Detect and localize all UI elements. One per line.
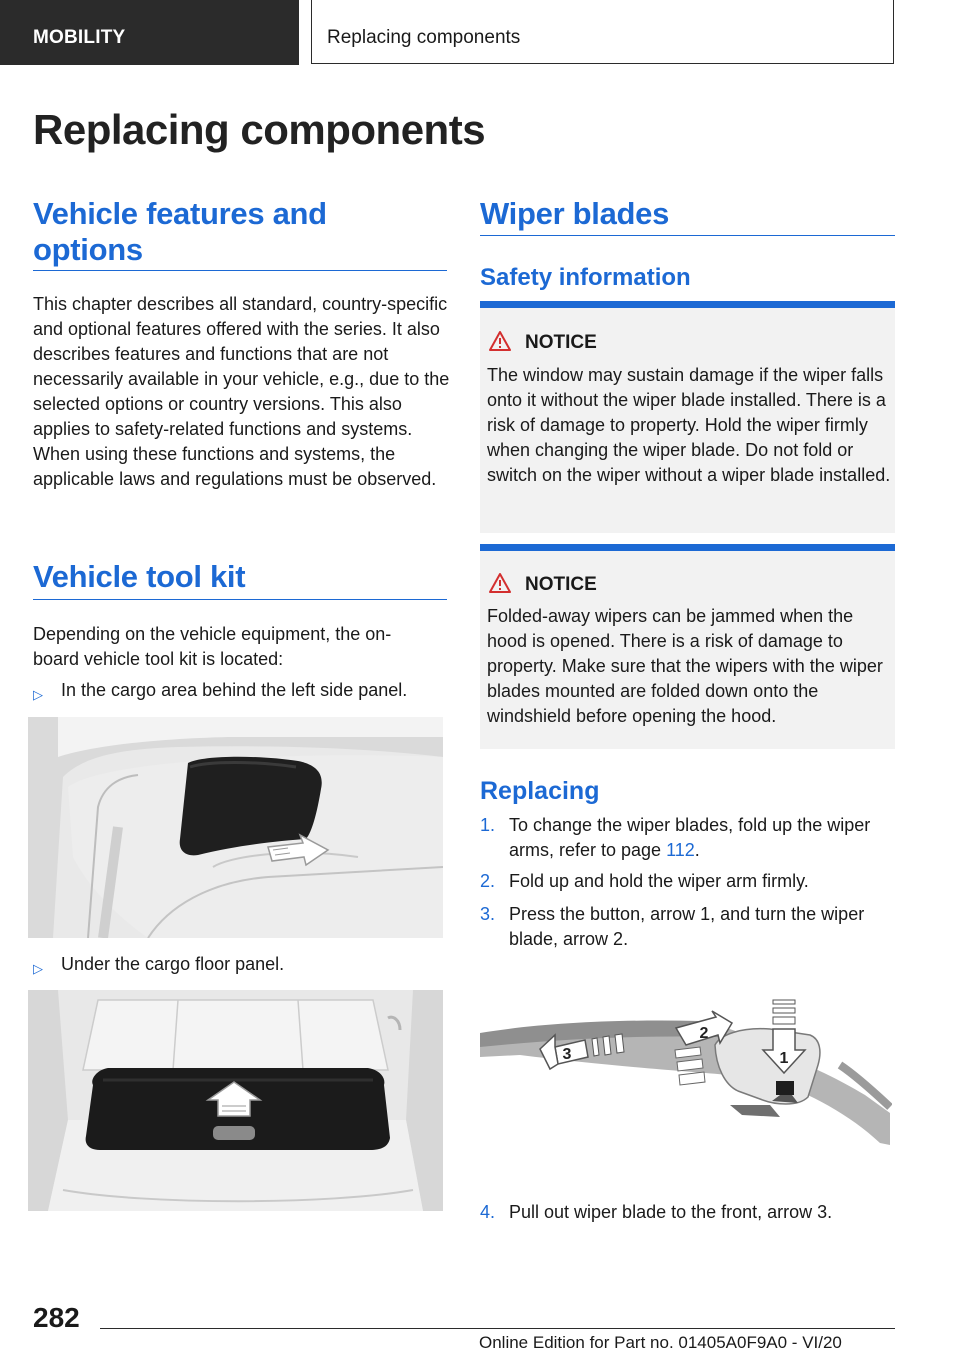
step-text: To change the wiper blades, fold up the wiper arms, refer to page 112. (509, 815, 871, 860)
wiper-blades-rule (480, 235, 895, 236)
bullet-marker-icon: ▷ (33, 687, 43, 702)
wiper-blade-figure (480, 995, 892, 1150)
arrow-1-label: 1 (779, 1050, 789, 1067)
page-number: 282 (33, 1302, 80, 1333)
notice-body: The window may sustain damage if the wiper falls onto it without the wiper blade installed. There is a risk of damage to property. Hold the wiper firmly when changing the wiper blade. Do not fold or switch on the wiper without a wiper blade installed. (487, 365, 891, 485)
notice-title: NOTICE (525, 574, 597, 595)
bullet-marker-icon: ▷ (33, 961, 43, 976)
header-section-tab (0, 0, 299, 65)
step-text: Pull out wiper blade to the front, arrow 3. (509, 1202, 833, 1222)
warning-triangle-icon (488, 572, 512, 594)
toolkit-heading: Vehicle tool kit (33, 559, 246, 594)
notice-bar (480, 301, 895, 308)
step-number: 3. (480, 904, 496, 924)
toolkit-intro: Depending on the vehicle equipment, the on-board vehicle tool kit is located: (33, 624, 392, 669)
features-heading: Vehicle features and options (33, 196, 327, 267)
replacing-heading: Replacing (480, 777, 600, 805)
toolkit-bullet-text: In the cargo area behind the left side panel. (61, 680, 408, 700)
page-title: Replacing components (33, 106, 486, 153)
arrow-2-label: 2 (699, 1025, 709, 1042)
toolkit-bullet-text: Under the cargo floor panel. (61, 954, 285, 974)
footer-rule (100, 1328, 895, 1329)
notice-body: Folded-away wipers can be jammed when the hood is opened. There is a risk of damage to property. Make sure that the wipers with the wiper blades mounted are folded down onto the windshield before opening the hood. (487, 606, 883, 726)
cargo-side-panel-image (28, 717, 443, 938)
notice-box (480, 544, 895, 749)
cargo-floor-panel-illustration (28, 990, 443, 1211)
wiper-blade-illustration (480, 995, 892, 1150)
step-item (480, 869, 900, 894)
header-chapter-box (311, 0, 894, 64)
step-number: 2. (480, 871, 496, 891)
page-link[interactable]: 112 (666, 840, 695, 860)
toolkit-bullet (33, 952, 447, 977)
edition-note: Online Edition for Part no. 01405A0F9A0 - VI/20 (479, 1333, 842, 1352)
safety-info-heading: Safety information (480, 264, 691, 291)
step-text: Fold up and hold the wiper arm firmly. (509, 871, 809, 891)
arrow-3-label: 3 (562, 1046, 572, 1063)
header-chapter-label: Replacing components (327, 27, 521, 48)
wiper-blades-heading: Wiper blades (480, 196, 670, 231)
features-body: This chapter describes all standard, country-specific and optional features offered with the series. It also describes features and functions that are not necessarily available in your vehicle, e.g., due to the selected options or country versions. This also applies to safety-related functions and systems. When using these functions and systems, the applicable laws and regulations must be observed. (33, 294, 450, 489)
toolkit-rule (33, 599, 447, 600)
toolkit-bullet (33, 678, 447, 703)
step-item (480, 902, 900, 952)
notice-bar (480, 544, 895, 551)
step-item (480, 813, 900, 863)
notice-box (480, 301, 895, 533)
header-section-label: MOBILITY (33, 27, 126, 48)
cargo-side-panel-illustration (28, 717, 443, 938)
warning-triangle-icon (488, 330, 512, 352)
step-number: 4. (480, 1202, 496, 1222)
cargo-floor-panel-image (28, 990, 443, 1211)
step-item (480, 1200, 900, 1225)
step-text: Press the button, arrow 1, and turn the wiper blade, arrow 2. (509, 904, 865, 949)
notice-title: NOTICE (525, 332, 597, 353)
features-rule (33, 270, 447, 271)
step-number: 1. (480, 815, 496, 835)
